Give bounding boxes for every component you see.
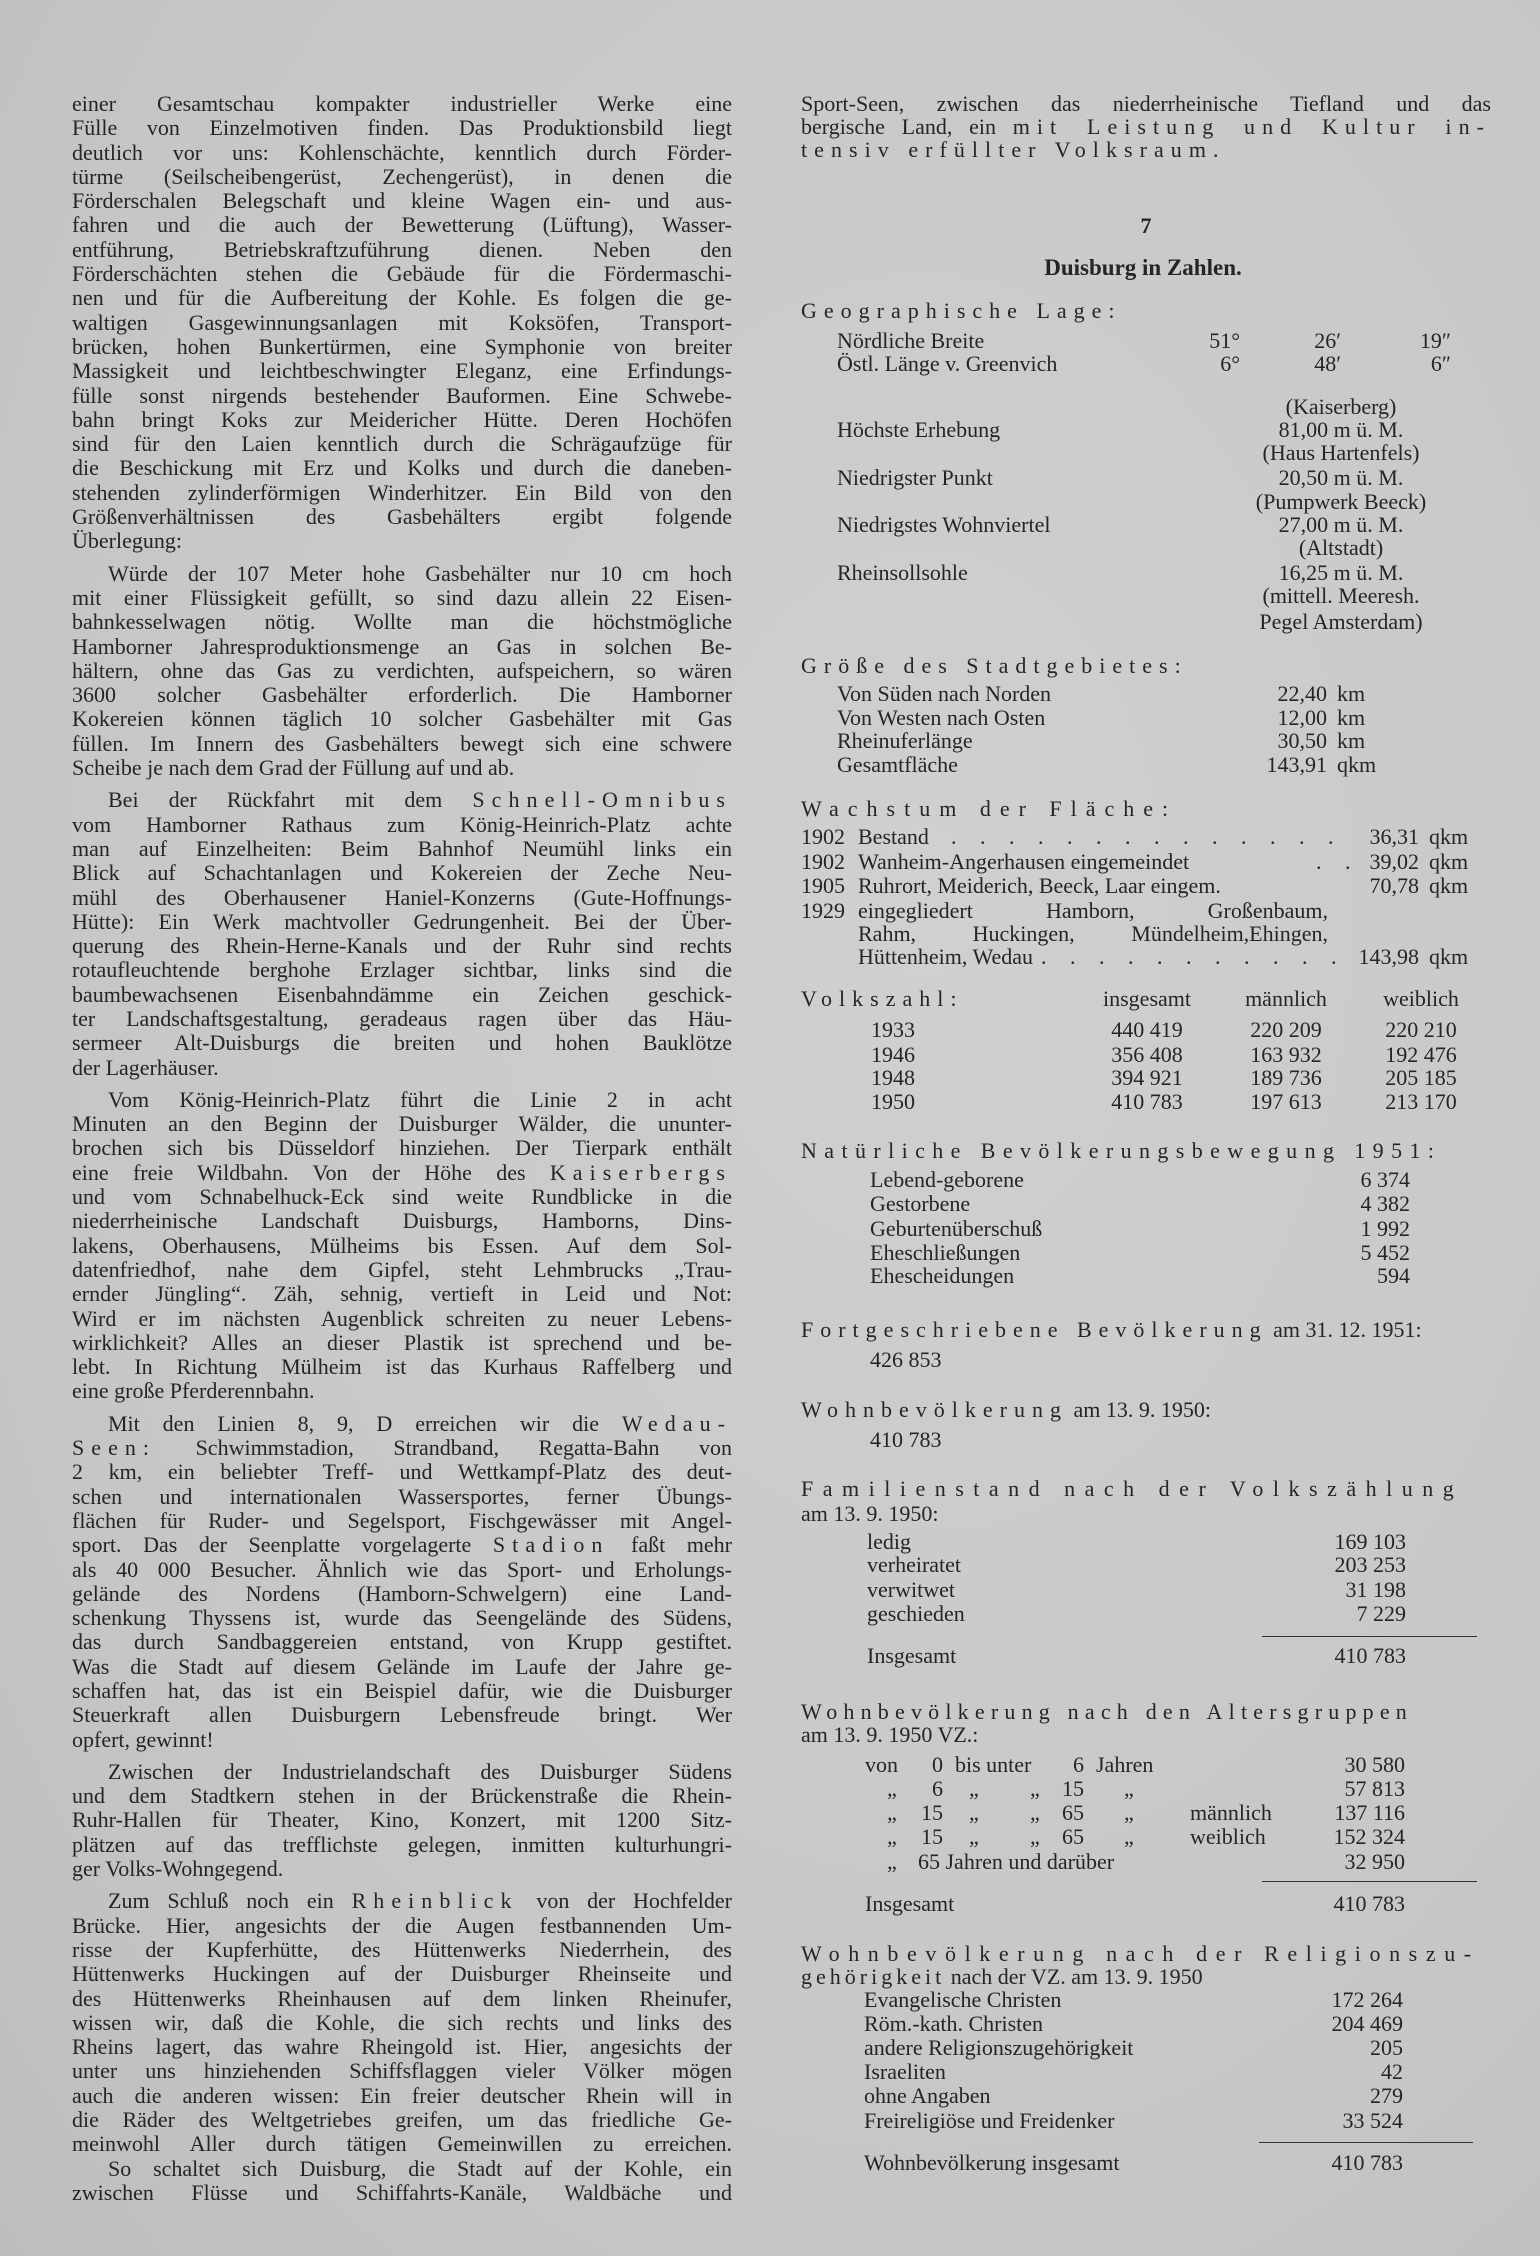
text-line: Größenverhältnissen des Gasbehälters ergibt folgende [72, 504, 732, 530]
emphasized-text: Wedau- [621, 1410, 732, 1436]
text-line: hältern, ohne das Gas zu verdichten, aufspeichern, so wären [72, 657, 732, 683]
area-label: Von Westen nach Osten [837, 705, 1046, 730]
text-line [72, 1533, 732, 1557]
text-line: 2 km, ein beliebter Treff- und Wettkampf-Platz des deut- [72, 1459, 732, 1485]
growth-unit: qkm [1429, 944, 1469, 969]
text-line: entführung, Betriebskraftzuführung dienen. Neben den [72, 236, 732, 262]
marital-label: verheiratet [867, 1552, 962, 1577]
growth-text: Bestand [858, 824, 929, 849]
area-value: 143,91 [1266, 752, 1327, 777]
text-line [72, 1412, 732, 1436]
age-from: 15 [921, 1800, 943, 1825]
elevation-label: Niedrigstes Wohnviertel [837, 512, 1051, 537]
elevation-footnote: Pegel Amsterdam) [1259, 609, 1423, 634]
religion-heading: Wohnbevölkerung nach der Religionszu- [801, 1941, 1480, 1966]
text-line: wirklichkeit? Alles an dieser Plastik ist sprechend und be- [72, 1329, 732, 1355]
text-line: einer Gesamtschau kompakter industrieller Werke eine [72, 91, 732, 116]
column-header-female: weiblich [1383, 986, 1459, 1011]
heading-date: am 13. 9. 1950: [1067, 1397, 1211, 1422]
marital-label: verwitwet [867, 1577, 955, 1602]
religion-value: 42 [1381, 2059, 1403, 2084]
paragraph [72, 92, 732, 554]
religion-label: Evangelische Christen [864, 1987, 1062, 2012]
marital-label: geschieden [867, 1601, 965, 1626]
elevation-value: 16,25 m ü. M. [1278, 560, 1404, 585]
religion-value: 205 [1370, 2035, 1403, 2060]
elevation-value: 20,50 m ü. M. [1278, 465, 1404, 490]
text-line: als 40 000 Besucher. Ähnlich wie das Sport- und Erholungs- [72, 1556, 732, 1582]
heading-spaced: Fortgeschriebene Bevölkerung [801, 1317, 1268, 1342]
coord-deg: 51° [1209, 328, 1240, 353]
area-heading: Größe des Stadtgebietes: [801, 653, 1188, 678]
text-line: Überlegung: [72, 528, 182, 554]
growth-value: 70,78 [1369, 873, 1419, 898]
elevation-note: (Pumpwerk Beeck) [1255, 489, 1427, 514]
text-line [72, 1161, 732, 1185]
text-line: das durch Sandbaggereien entstand, von Krupp gestiftet. [72, 1629, 732, 1655]
text-line: datenfriedhof, nahe dem Gipfel, steht Lehmbrucks „Trau- [72, 1256, 732, 1282]
text-line: Steuerkraft allen Duisburgern Lebensfreude bringt. Wer [72, 1702, 732, 1728]
growth-year: 1902 [801, 849, 845, 874]
ditto-mark: „ [1030, 1776, 1040, 1801]
marital-heading-date: am 13. 9. 1950: [801, 1501, 939, 1526]
religion-label: andere Religionszugehörigkeit [864, 2035, 1134, 2060]
ditto-mark: „ [887, 1824, 897, 1849]
population-year: 1948 [871, 1065, 915, 1090]
text-line: nen und für die Aufbereitung der Kohle. Es folgen die ge- [72, 285, 732, 311]
paragraph [72, 1412, 732, 1752]
text-line: Förderschächten stehen die Gebäude für die Fördermaschi- [72, 261, 732, 287]
text-line: So schaltet sich Duisburg, die Stadt auf der Kohle, ein [108, 2155, 732, 2181]
intro-line: Sport-Seen, zwischen das niederrheinische Tiefland und das [801, 91, 1491, 116]
age-value: 137 116 [1334, 1800, 1405, 1825]
text-line: und vom Schnabelhuck-Eck sind weite Rundblicke in die [72, 1184, 732, 1210]
ditto-mark: „ [969, 1776, 979, 1801]
ditto-mark: „ [969, 1824, 979, 1849]
heading-date: am 31. 12. 1951: [1267, 1317, 1422, 1342]
elevation-value: 27,00 m ü. M. [1278, 512, 1404, 537]
text-line: gelände des Nordens (Hamborn-Schwelgern) eine Land- [72, 1580, 732, 1606]
text-line: schaffen hat, das ist ein Beispiel dafür, wie die Duisburger [72, 1678, 732, 1703]
growth-unit: qkm [1429, 849, 1469, 874]
ditto-mark: „ [969, 1800, 979, 1825]
text-line: eine große Pferderennbahn. [72, 1378, 315, 1404]
religion-value: 204 469 [1331, 2011, 1403, 2036]
growth-value: 39,02 [1369, 849, 1419, 874]
natural-value: 594 [1377, 1263, 1410, 1288]
elevation-value: 81,00 m ü. M. [1278, 417, 1404, 442]
growth-year: 1929 [801, 898, 845, 923]
area-unit: km [1337, 705, 1366, 730]
heading-date: nach der VZ. am 13. 9. 1950 [945, 1964, 1203, 1989]
text-line: Zwischen der Industrielandschaft des Duisburger Südens [108, 1758, 732, 1784]
area-label: Rheinuferlänge [837, 728, 973, 753]
paragraph [72, 1889, 732, 2156]
intro-emphasis: mit Leistung und Kultur in- [1012, 114, 1491, 139]
text-line: Ruhr-Hallen für Theater, Kino, Konzert, mit 1200 Sitz- [72, 1807, 732, 1833]
text-segment: Bei der Rückfahrt mit dem [108, 787, 473, 813]
age-value: 152 324 [1333, 1824, 1405, 1849]
resident-population-value: 410 783 [870, 1427, 942, 1452]
natural-value: 6 374 [1360, 1167, 1410, 1192]
age-von: von [865, 1752, 898, 1777]
natural-label: Eheschließungen [870, 1240, 1021, 1265]
growth-unit: qkm [1429, 873, 1469, 898]
population-heading: Volkszahl: [801, 986, 964, 1011]
age-to: 65 [1062, 1824, 1084, 1849]
religion-value: 33 524 [1342, 2108, 1403, 2133]
population-male: 220 209 [1250, 1017, 1322, 1042]
text-line: Scheibe je nach dem Grad der Füllung auf und ab. [72, 755, 515, 781]
text-line: türme (Seilscheibengerüst, Zechengerüst), in denen die [72, 163, 732, 189]
column-header-male: männlich [1245, 986, 1327, 1011]
area-value: 22,40 [1277, 681, 1327, 706]
text-line: die Beschickung mit Erz und Kolks und durch die daneben- [72, 455, 732, 481]
text-line: wissen wir, daß die Kohle, die sich rechts und links des [72, 2009, 732, 2035]
elevation-footnote: (mittell. Meeresh. [1262, 583, 1420, 608]
growth-value: 36,31 [1369, 824, 1419, 849]
natural-label: Gestorbene [870, 1191, 971, 1216]
column-header-total: insgesamt [1103, 986, 1191, 1011]
religion-value: 172 264 [1331, 1987, 1403, 2012]
age-heading: Wohnbevölkerung nach den Altersgruppen [801, 1699, 1414, 1724]
text-line: stehenden zylinderförmigen Winderhitzer. Ein Bild von den [72, 479, 732, 505]
coord-min: 26′ [1314, 328, 1341, 353]
text-line: die Räder des Weltgetriebes greifen, um das friedliche Ge- [72, 2107, 732, 2133]
population-female: 192 476 [1385, 1042, 1457, 1067]
marital-label: ledig [867, 1529, 911, 1554]
paragraph [72, 1760, 732, 1881]
text-line: baumbewachsenen Eisenbahndämme ein Zeichen geschick- [72, 981, 732, 1007]
ditto-mark: „ [1030, 1824, 1040, 1849]
text-line: sermeer Alt-Duisburgs die breiten und hohen Bauklötze [72, 1030, 732, 1056]
population-total: 356 408 [1111, 1042, 1183, 1067]
text-line: Fülle von Einzelmotiven finden. Das Produktionsbild liegt [72, 115, 732, 141]
marital-value: 169 103 [1334, 1529, 1406, 1554]
text-segment: Schwimmstadion, Strandband, Regatta-Bahn von [156, 1435, 732, 1461]
growth-text: Ruhrort, Meiderich, Beeck, Laar eingem. [858, 873, 1221, 898]
ditto-mark: „ [1124, 1800, 1134, 1825]
text-line [72, 788, 732, 812]
text-line: mit einer Flüssigkeit gefüllt, so sind dazu allein 22 Eisen- [72, 584, 732, 610]
age-to: 15 [1062, 1776, 1084, 1801]
heading-spaced: Wohnbevölkerung [801, 1397, 1068, 1422]
growth-text: eingegliedert Hamborn, Großenbaum, [858, 898, 1328, 923]
natural-label: Ehescheidungen [870, 1263, 1015, 1288]
growth-text: Wanheim-Angerhausen eingemeindet [858, 849, 1190, 874]
text-line: Hütte): Ein Werk machtvoller Gedrungenheit. Bei der Über- [72, 908, 732, 934]
age-value: 32 950 [1344, 1849, 1405, 1874]
text-line: fahren und die auch der Bewetterung (Lüftung), Wasser- [72, 212, 732, 238]
religion-label: Röm.-kath. Christen [864, 2011, 1044, 2036]
area-label: Von Süden nach Norden [837, 681, 1052, 706]
text-line [72, 1436, 732, 1460]
sum-rule [1262, 1636, 1477, 1637]
age-value: 57 813 [1344, 1776, 1405, 1801]
growth-text: Rahm, Huckingen, Mündelheim,Ehingen, [858, 921, 1328, 946]
ditto-mark: „ [1124, 1776, 1134, 1801]
natural-value: 4 382 [1360, 1191, 1410, 1216]
text-line [72, 1889, 732, 1913]
text-line: fülle sonst nirgends bestehender Bauformen. Eine Schwebe- [72, 382, 732, 408]
age-from: 6 [932, 1776, 943, 1801]
population-total: 440 419 [1111, 1017, 1183, 1042]
paragraph [72, 1088, 732, 1404]
updated-population-value: 426 853 [870, 1347, 942, 1372]
religion-label: ohne Angaben [864, 2083, 991, 2108]
right-column [801, 0, 1491, 2256]
marital-value: 7 229 [1356, 1601, 1406, 1626]
growth-year: 1902 [801, 824, 845, 849]
text-line: schen und internationalen Wassersportes, ferner Übungs- [72, 1483, 732, 1509]
age-value: 30 580 [1344, 1752, 1405, 1777]
elevation-note: (Kaiserberg) [1285, 394, 1397, 419]
ditto-mark: „ [887, 1800, 897, 1825]
population-total: 410 783 [1111, 1089, 1183, 1114]
text-line: Brücke. Hier, angesichts der die Augen festbannenden Um- [72, 1912, 732, 1938]
religion-label: Israeliten [864, 2059, 946, 2084]
natural-label: Lebend-geborene [870, 1167, 1024, 1192]
text-line: mühl des Oberhausener Haniel-Konzerns (Gute-Hoffnungs- [72, 884, 732, 910]
natural-value: 5 452 [1360, 1240, 1410, 1265]
coord-label: Östl. Länge v. Greenvich [837, 351, 1058, 376]
age-to: 6 [1073, 1752, 1084, 1777]
dot-leader [1316, 849, 1351, 875]
text-line: waltigen Gasgewinnungsanlagen mit Koksöfen, Transport- [72, 309, 732, 335]
population-total: 394 921 [1111, 1065, 1183, 1090]
text-line: Rheins lagert, das wahre Rheingold ist. Hier, angesichts der [72, 2034, 732, 2060]
elevation-label: Rheinsollsohle [837, 560, 968, 585]
age-mid: bis unter [955, 1752, 1032, 1777]
elevation-label: Höchste Erhebung [837, 417, 1001, 442]
sum-rule [1262, 1881, 1477, 1882]
marital-value: 203 253 [1334, 1552, 1406, 1577]
population-year: 1946 [871, 1042, 915, 1067]
coord-sec: 19″ [1419, 328, 1451, 353]
text-line: opfert, gewinnt! [72, 1726, 214, 1752]
age-from: 0 [932, 1752, 943, 1777]
paragraph [72, 788, 732, 1080]
text-line: zwischen Flüsse und Schiffahrts-Kanäle, Waldbäche und [72, 2179, 732, 2205]
natural-label: Geburtenüberschuß [870, 1216, 1043, 1241]
age-sex: männlich [1190, 1800, 1272, 1825]
ditto-mark: „ [887, 1849, 897, 1874]
intro-text: bergische Land, ein [801, 114, 1013, 139]
text-line: man auf Einzelheiten: Beim Bahnhof Neumühl links ein [72, 835, 732, 861]
sum-rule [1259, 2142, 1473, 2143]
marital-total-value: 410 783 [1334, 1643, 1406, 1668]
natural-value: 1 992 [1360, 1216, 1410, 1241]
ditto-mark: „ [1030, 1800, 1040, 1825]
ditto-mark: „ [887, 1776, 897, 1801]
text-line: Wird er im nächsten Augenblick schreiten zu neuer Lebens- [72, 1305, 732, 1331]
text-line: vom Hamborner Rathaus zum König-Heinrich-Platz achte [72, 811, 732, 837]
religion-total-label: Wohnbevölkerung insgesamt [864, 2150, 1120, 2175]
text-line: Was die Stadt auf diesem Gelände im Laufe der Jahre ge- [72, 1653, 732, 1679]
heading-spaced: gehörigkeit [801, 1964, 946, 1989]
age-to: 65 [1062, 1800, 1084, 1825]
text-line: schenkung Thyssens ist, wurde das Seengelände des Südens, [72, 1605, 732, 1631]
area-value: 30,50 [1277, 728, 1327, 753]
text-line: querung des Rhein-Herne-Kanals und der Ruhr sind rechts [72, 933, 732, 959]
marital-total-label: Insgesamt [867, 1643, 957, 1668]
area-unit: km [1337, 728, 1366, 753]
elevation-note: (Haus Hartenfels) [1262, 440, 1420, 465]
growth-text: Hüttenheim, Wedau [858, 944, 1034, 969]
text-line: bahn bringt Koks zur Meidericher Hütte. Deren Hochöfen [72, 406, 732, 432]
text-line: brochen sich bis Düsseldorf hinziehen. Der Tierpark enthält [72, 1135, 732, 1161]
text-line: risse der Kupferhütte, des Hüttenwerks Niederrhein, des [72, 1936, 732, 1962]
text-segment: sport. Das der Seenplatte vorgelagerte [72, 1532, 493, 1558]
coord-sec: 6″ [1430, 351, 1451, 376]
natural-movement-heading: Natürliche Bevölkerungsbewegung 1951: [801, 1138, 1442, 1163]
age-sex: weiblich [1190, 1824, 1266, 1849]
area-unit: km [1337, 681, 1366, 706]
text-line: 3600 solcher Gasbehälter erforderlich. Die Hamborner [72, 682, 732, 708]
text-line: plätzen auf das trefflichste gelegen, inmitten kulturhungri- [72, 1831, 732, 1857]
dot-leader [951, 824, 1351, 850]
religion-total-value: 410 783 [1331, 2150, 1403, 2175]
text-line: Vom König-Heinrich-Platz führt die Linie 2 in acht [108, 1086, 732, 1112]
text-line: ter Landschaftsgestaltung, geradeaus ragen über das Häu- [72, 1005, 732, 1031]
text-line: Massigkeit und leichtbeschwingter Eleganz, eine Erfindungs- [72, 358, 732, 384]
text-line: Blick auf Schachtanlagen und Kokereien der Zeche Neu- [72, 860, 732, 886]
population-year: 1933 [871, 1017, 915, 1042]
ditto-mark: „ [1124, 1824, 1134, 1849]
population-male: 163 932 [1250, 1042, 1322, 1067]
age-from: 15 [921, 1824, 943, 1849]
text-line: niederrheinische Landschaft Duisburgs, Hamborns, Dins- [72, 1208, 732, 1234]
text-line: brücken, hohen Bunkertürmen, eine Symphonie von breiter [72, 333, 732, 359]
growth-year: 1905 [801, 873, 845, 898]
text-line: Förderschalen Belegschaft und kleine Wagen ein- und aus- [72, 188, 732, 214]
marital-value: 31 198 [1345, 1577, 1406, 1602]
text-line: ernder Jüngling“. Zäh, sehnig, vertieft in Leid und Not: [72, 1281, 732, 1307]
updated-population-heading [801, 1317, 1422, 1343]
text-line: ger Volks-Wohngegend. [72, 1856, 284, 1882]
area-unit: qkm [1337, 752, 1377, 777]
text-line: Minuten an den Beginn der Duisburger Wälder, die ununter- [72, 1111, 732, 1137]
dot-leader [1041, 944, 1351, 970]
growth-value: 143,98 [1358, 944, 1419, 969]
growth-unit: qkm [1429, 824, 1469, 849]
elevation-label: Niedrigster Punkt [837, 465, 993, 490]
elevation-note: (Altstadt) [1298, 535, 1384, 560]
population-female: 205 185 [1385, 1065, 1457, 1090]
emphasized-text: Seen: [72, 1435, 157, 1461]
text-segment: faßt mehr [609, 1532, 732, 1558]
text-line: füllen. Im Innern des Gasbehälters bewegt sich eine schwere [72, 730, 732, 756]
paragraph [72, 562, 732, 781]
coord-label: Nördliche Breite [837, 328, 985, 353]
population-female: 213 170 [1385, 1089, 1457, 1114]
population-male: 197 613 [1250, 1089, 1322, 1114]
religion-value: 279 [1370, 2083, 1403, 2108]
population-male: 189 736 [1250, 1065, 1322, 1090]
emphasized-text: Stadion [492, 1532, 610, 1558]
age-heading-date: am 13. 9. 1950 VZ.: [801, 1722, 979, 1747]
text-line: lebt. In Richtung Mülheim ist das Kurhaus Raffelberg und [72, 1354, 732, 1380]
text-line: Würde der 107 Meter hohe Gasbehälter nur 10 cm hoch [108, 560, 732, 586]
text-line: Hüttenwerks Huckingen auf der Duisburger Rheinseite und [72, 1961, 732, 1987]
text-segment: eine freie Wildbahn. Von der Höhe des [72, 1159, 550, 1185]
coord-min: 48′ [1314, 351, 1341, 376]
age-total-label: Insgesamt [865, 1891, 955, 1916]
text-line: bahnkesselwagen nötig. Wollte man die höchstmögliche [72, 609, 732, 635]
text-line: deutlich vor uns: Kohlenschächte, kenntlich durch Förder- [72, 139, 732, 165]
resident-population-heading [801, 1397, 1211, 1423]
text-line: lakens, Oberhausens, Mülheims bis Essen. Auf dem Sol- [72, 1232, 732, 1258]
age-unit: Jahren [1096, 1752, 1154, 1777]
text-line: meinwohl Aller durch tätigen Gemeinwillen zu erreichen. [72, 2131, 732, 2157]
coord-deg: 6° [1220, 351, 1240, 376]
growth-heading: Wachstum der Fläche: [801, 796, 1178, 821]
area-value: 12,00 [1277, 705, 1327, 730]
geo-heading: Geographische Lage: [801, 298, 1122, 323]
section-number: 7 [1140, 213, 1152, 238]
text-line: Hamborner Jahresproduktionsmenge an Gas in solchen Be- [72, 633, 732, 659]
left-column-body-text [72, 92, 732, 2213]
religion-label: Freireligiöse und Freidenker [864, 2108, 1115, 2133]
emphasized-text: Rheinblick [351, 1888, 519, 1914]
section-title: Duisburg in Zahlen. [1044, 255, 1242, 280]
text-line: auch die anderen wissen: Ein freier deutscher Rhein will in [72, 2082, 732, 2108]
text-line: rotaufleuchtende berghohe Erzlager sichtbar, links sind die [72, 957, 732, 983]
emphasized-text: Kaiserbergs [549, 1159, 732, 1185]
text-line: Kokereien können täglich 10 solcher Gasbehälter mit Gas [72, 706, 732, 732]
age-total-value: 410 783 [1333, 1891, 1405, 1916]
text-segment: Zum Schluß noch ein [108, 1888, 352, 1914]
text-line: flächen für Ruder- und Segelsport, Fischgewässer mit Angel- [72, 1507, 732, 1533]
population-year: 1950 [871, 1089, 915, 1114]
intro-emphasis: tensiv erfüllter Volksraum. [801, 137, 1226, 162]
text-line: der Lagerhäuser. [72, 1054, 219, 1080]
population-female: 220 210 [1385, 1017, 1457, 1042]
text-line: und dem Stadtkern stehen in der Brückenstraße die Rhein- [72, 1783, 732, 1809]
text-line: unter uns hinziehenden Schiffsflaggen vieler Völker mögen [72, 2058, 732, 2084]
marital-heading: Familienstand nach der Volkszählung [801, 1476, 1464, 1501]
text-line: sind für den Laien kenntlich durch die Schrägaufzüge für [72, 431, 732, 457]
text-line: des Hüttenwerks Rheinhausen auf dem linken Rheinufer, [72, 1985, 732, 2011]
age-text: 65 Jahren und darüber [918, 1849, 1115, 1874]
text-segment: von der Hochfelder [518, 1888, 732, 1914]
emphasized-text: Schnell-Omnibus [472, 787, 732, 813]
text-segment: Mit den Linien 8, 9, D erreichen wir die [108, 1410, 622, 1436]
paragraph [72, 2157, 732, 2206]
area-label: Gesamtfläche [837, 752, 958, 777]
